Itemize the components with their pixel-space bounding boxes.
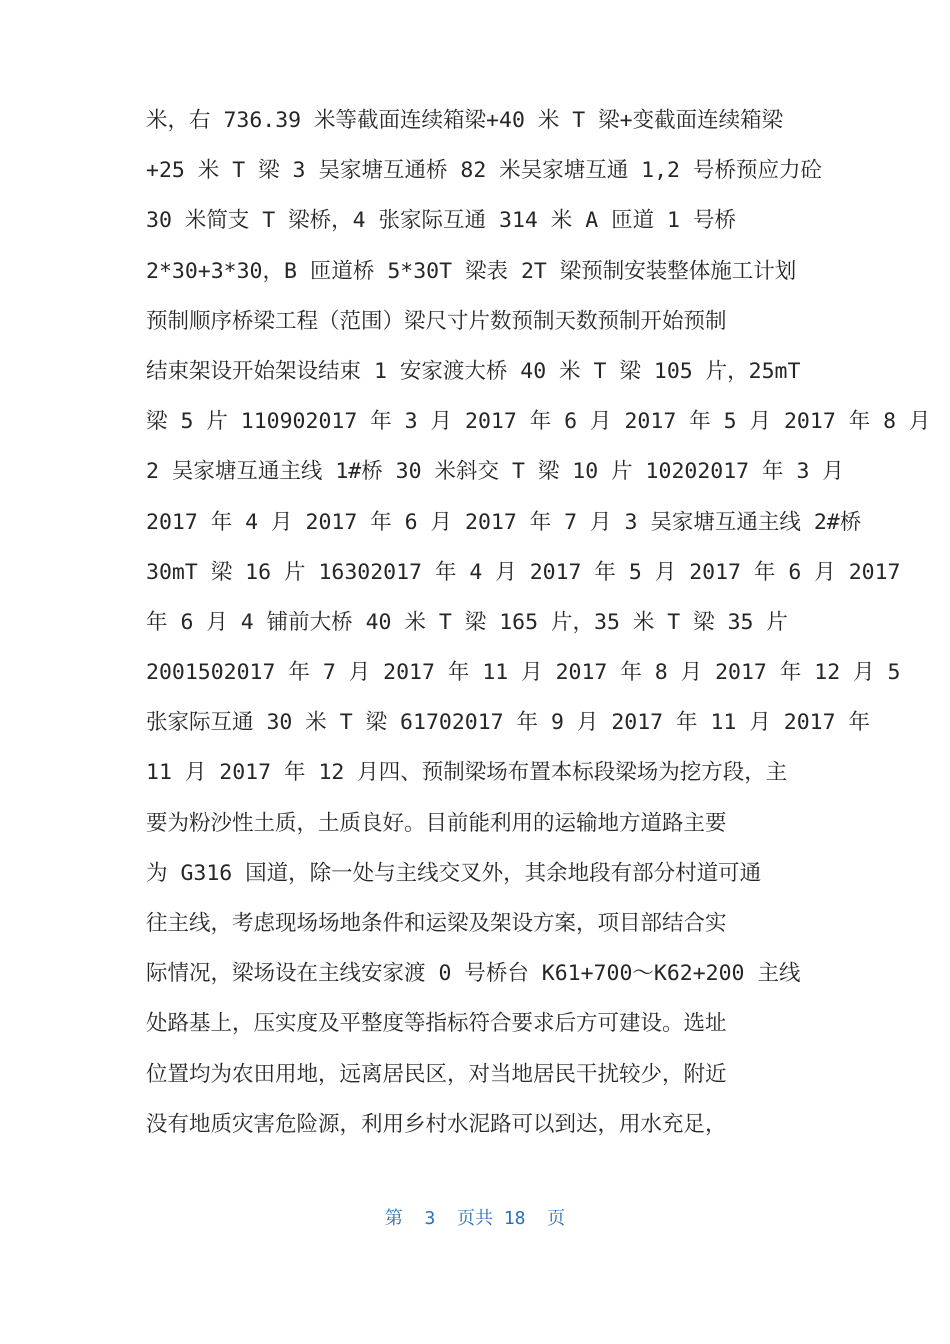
text-line: 为 G316 国道，除一处与主线交叉外，其余地段有部分村道可通 bbox=[146, 860, 762, 886]
text-line: 往主线，考虑现场场地条件和运梁及架设方案，项目部结合实 bbox=[146, 911, 727, 936]
text-line: 位置均为农田用地，远离居民区，对当地居民干扰较少，附近 bbox=[146, 1061, 727, 1087]
text-line: 处路基上，压实度及平整度等指标符合要求后方可建设。选址 bbox=[146, 1011, 727, 1037]
body-text bbox=[146, 96, 931, 1150]
text-line: 预制顺序桥梁工程（范围）梁尺寸片数预制天数预制开始预制 bbox=[146, 308, 727, 334]
text-line: 30mT 梁 16 片 16302017 年 4 月 2017 年 5 月 2017 年 6 月 2017 bbox=[146, 559, 901, 585]
text-line: 张家际互通 30 米 T 梁 61702017 年 9 月 2017 年 11 月 2017 年 bbox=[146, 710, 870, 736]
text-line: 没有地质灾害危险源，利用乡村水泥路可以到达，用水充足， bbox=[146, 1111, 727, 1137]
text-line: 梁 5 片 110902017 年 3 月 2017 年 6 月 2017 年 5 月 2017 年 8 月 bbox=[146, 409, 931, 435]
text-line: 2001502017 年 7 月 2017 年 11 月 2017 年 8 月 2017 年 12 月 5 bbox=[146, 660, 901, 686]
text-line: 2017 年 4 月 2017 年 6 月 2017 年 7 月 3 吴家塘互通主线 2#桥 bbox=[146, 509, 862, 535]
page-number-footer: 第 3 页共 18 页 bbox=[384, 1208, 566, 1229]
text-line: 11 月 2017 年 12 月四、预制梁场布置本标段梁场为挖方段，主 bbox=[146, 760, 788, 786]
text-line: 要为粉沙性土质，土质良好。目前能利用的运输地方道路主要 bbox=[146, 810, 727, 836]
text-line: 米，右 736.39 米等截面连续箱梁+40 米 T 梁+变截面连续箱梁 bbox=[146, 108, 784, 133]
text-line: 际情况，梁场设在主线安家渡 0 号桥台 K61+700～K62+200 主线 bbox=[146, 961, 801, 987]
text-line: 2*30+3*30，B 匝道桥 5*30T 梁表 2T 梁预制安装整体施工计划 bbox=[146, 258, 797, 284]
text-line: +25 米 T 梁 3 吴家塘互通桥 82 米吴家塘互通 1,2 号桥预应力砼 bbox=[146, 158, 822, 184]
text-line: 30 米简支 T 梁桥，4 张家际互通 314 米 A 匝道 1 号桥 bbox=[146, 208, 736, 234]
text-line: 结束架设开始架设结束 1 安家渡大桥 40 米 T 梁 105 片，25mT bbox=[146, 358, 801, 384]
text-line: 2 吴家塘互通主线 1#桥 30 米斜交 T 梁 10 片 10202017 年 3 月 bbox=[146, 459, 844, 485]
text-line: 年 6 月 4 铺前大桥 40 米 T 梁 165 片，35 米 T 梁 35 片 bbox=[146, 609, 788, 635]
